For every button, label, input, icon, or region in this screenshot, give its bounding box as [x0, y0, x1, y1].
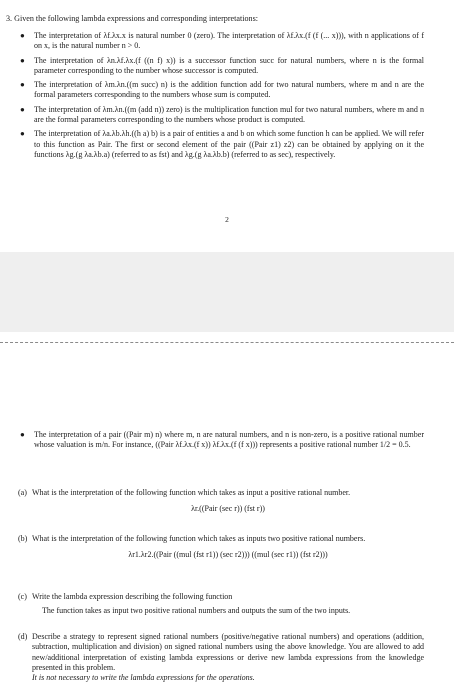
list-item	[18, 31, 424, 52]
page-two	[0, 410, 454, 700]
part-a	[18, 488, 424, 515]
bullet-text: The interpretation of λn.λf.λx.(f ((n f) x)) is a successor function succ for natural numbers, where n is the formal parameter corresponding to the number whose successor is computed.	[34, 55, 424, 75]
list-item	[18, 129, 424, 160]
lambda-expression: λr.((Pair (sec r)) (fst r))	[191, 504, 265, 514]
part-text: Write the lambda expression describing the following function	[32, 592, 233, 601]
bullet-icon: ●	[20, 80, 25, 90]
part-label: (c)	[18, 592, 27, 601]
part-label: (b)	[18, 534, 28, 543]
list-item	[18, 430, 424, 451]
page-one	[0, 0, 454, 252]
part-text: What is the interpretation of the following function which takes as input a positive rational number.	[32, 488, 351, 497]
lambda-expression: λr1.λr2.((Pair ((mul (fst r1)) (sec r2))) ((mul (sec r1)) (fst r2)))	[128, 550, 328, 560]
part-d	[18, 632, 424, 683]
pair-interpretation-list	[18, 430, 424, 455]
part-detail: The function takes as input two positive rational numbers and outputs the sum of the two inputs.	[42, 606, 351, 616]
interpretation-list	[18, 31, 424, 164]
list-item	[18, 56, 424, 77]
bullet-icon: ●	[20, 430, 25, 439]
bullet-icon: ●	[20, 104, 25, 114]
bullet-text: The interpretation of λa.λb.λh.((h a) b) is a pair of entities a and b on which some function h can be applied. We will refer to this function as Pair. The first or second element of the pair ((Pair z1) z2) can be obtained by applying on it the functions λg.(g λa.λb.a) (referred to as fst) and λg.(g λa.λb.b) (referred to as sec), respectively.	[34, 129, 424, 159]
question-title: 3. Given the following lambda expressions and corresponding interpretations:	[6, 14, 258, 23]
bullet-text: The interpretation of λm.λn.((m (add n)) zero) is the multiplication function mul for two natural numbers, where m and n are the formal parameters corresponding to the numbers whose product is computed.	[34, 104, 424, 125]
page-gap	[0, 252, 454, 332]
part-note: It is not necessary to write the lambda expressions for the operations.	[32, 673, 255, 683]
bullet-text: The interpretation of λm.λn.((m succ) n) is the addition function add for two natural numbers, where m and n are the formal parameters corresponding to the numbers whose sum is computed.	[34, 80, 424, 100]
bullet-icon: ●	[20, 55, 25, 65]
bullet-icon: ●	[20, 31, 25, 40]
page-break-line	[0, 342, 454, 343]
bullet-text: The interpretation of λf.λx.x is natural number 0 (zero). The interpretation of λf.λx.(f (f (... x))), with n applications of f on x, is the natural number n > 0.	[34, 31, 424, 51]
list-item	[18, 80, 424, 101]
list-item	[18, 105, 424, 126]
part-text: Describe a strategy to represent signed rational numbers (positive/negative rational numbers) and operations (addition, subtraction, multiplication and division) on signed rational numbers using the above knowledge. You are allowed to add new/additional interpretation of existing lambda expressions or derive new lambda expressions from the knowledge presented in this problem.	[32, 632, 424, 672]
bullet-text: The interpretation of a pair ((Pair m) n) where m, n are natural numbers, and n is non-zero, is a positive rational number whose valuation is m/n. For instance, ((Pair λf.λx.(f x)) λf.λx.(f (f x))) represents a positive rational number 1/2 = 0.5.	[34, 430, 424, 450]
part-c	[18, 592, 424, 617]
part-text: What is the interpretation of the following function which takes as inputs two positive rational numbers.	[32, 534, 366, 543]
part-b	[18, 534, 424, 561]
page-number: 2	[225, 215, 229, 224]
bullet-icon: ●	[20, 129, 25, 139]
part-label: (d)	[18, 632, 28, 641]
part-label: (a)	[18, 488, 27, 497]
